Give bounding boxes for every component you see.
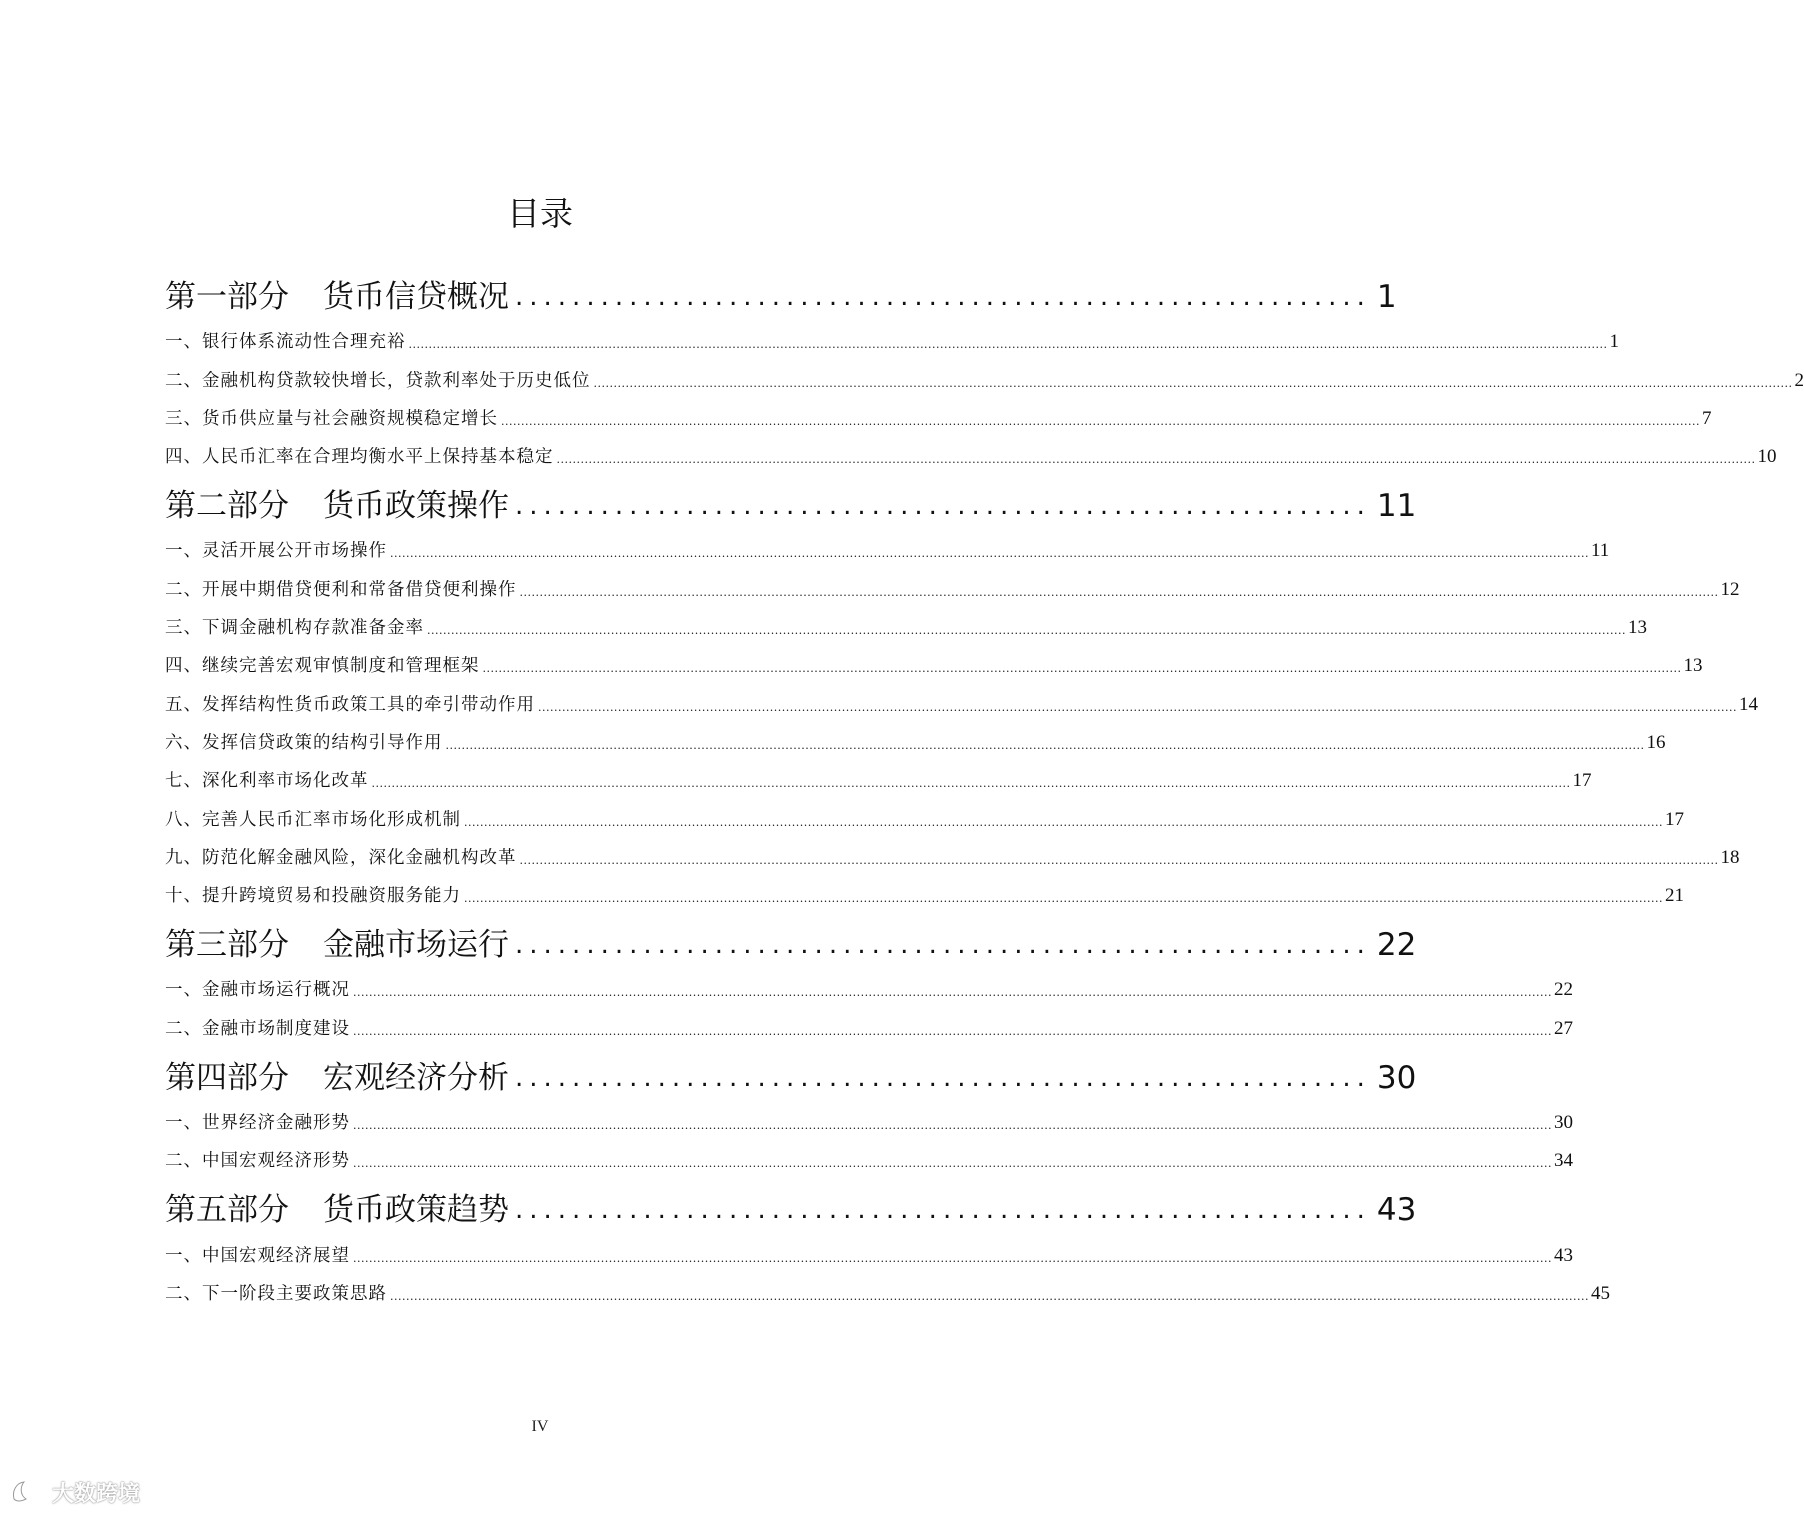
toc-section-row[interactable]	[165, 875, 1684, 913]
part-page-number: 30	[1376, 1059, 1417, 1096]
section-title: 二、金融市场制度建设	[165, 1018, 350, 1039]
dot-leader: ............................................................	[515, 1062, 1371, 1093]
dot-leader: ............................................................................................................................................................................................................................................................................................................	[408, 338, 1608, 352]
section-title: 二、下一阶段主要政策思路	[165, 1283, 387, 1304]
toc-section-row[interactable]	[165, 1140, 1573, 1178]
table-of-contents	[165, 265, 1804, 1311]
part-number: 第一部分	[165, 279, 289, 315]
dot-leader: ............................................................................................................................................................................................................................................................................................................	[464, 815, 1663, 829]
dot-leader: ............................................................................................................................................................................................................................................................................................................	[501, 414, 1700, 428]
dot-leader: ............................................................................................................................................................................................................................................................................................................	[482, 662, 1682, 676]
toc-section-row[interactable]	[165, 760, 1592, 798]
watermark-logo-icon	[10, 1477, 50, 1507]
dot-leader: ............................................................................................................................................................................................................................................................................................................	[464, 892, 1663, 906]
section-page-number: 22	[1553, 979, 1573, 1001]
dot-leader: ............................................................	[515, 1195, 1371, 1226]
toc-section-row[interactable]	[165, 1273, 1610, 1311]
section-title: 二、金融机构贷款较快增长，贷款利率处于历史低位	[165, 370, 591, 391]
section-page-number: 30	[1553, 1112, 1573, 1134]
dot-leader: ............................................................................................................................................................................................................................................................................................................	[556, 453, 1756, 467]
dot-leader: ............................................................	[515, 930, 1371, 961]
part-title: 货币政策操作	[323, 488, 509, 525]
toc-section-row[interactable]	[165, 798, 1684, 836]
section-title: 一、银行体系流动性合理充裕	[165, 332, 406, 353]
section-title: 四、继续完善宏观审慎制度和管理框架	[165, 656, 480, 677]
section-page-number: 13	[1627, 617, 1647, 639]
section-title: 一、灵活开展公开市场操作	[165, 541, 387, 562]
section-page-number: 10	[1757, 446, 1777, 468]
section-page-number: 21	[1664, 885, 1684, 907]
section-title: 二、中国宏观经济形势	[165, 1151, 350, 1172]
toc-section-row[interactable]	[165, 969, 1573, 1007]
section-page-number: 2	[1794, 369, 1804, 391]
part-number: 第二部分	[165, 488, 289, 525]
toc-section-row[interactable]	[165, 683, 1758, 721]
section-title: 二、开展中期借贷便利和常备借贷便利操作	[165, 579, 517, 600]
section-title: 十、提升跨境贸易和投融资服务能力	[165, 886, 461, 907]
section-page-number: 17	[1664, 808, 1684, 830]
toc-part-row[interactable]	[165, 265, 1397, 321]
dot-leader: ............................................................................................................................................................................................................................................................................................................	[353, 1119, 1552, 1133]
part-page-number: 11	[1376, 488, 1417, 525]
toc-section-row[interactable]	[165, 359, 1804, 397]
dot-leader: ............................................................	[515, 282, 1371, 312]
section-title: 一、中国宏观经济展望	[165, 1245, 350, 1266]
toc-section-row[interactable]	[165, 1234, 1573, 1272]
toc-part-row[interactable]	[165, 474, 1417, 530]
dot-leader: ............................................................	[515, 491, 1371, 522]
part-number: 第三部分	[165, 927, 289, 964]
part-page-number: 1	[1376, 279, 1397, 315]
section-title: 五、发挥结构性货币政策工具的牵引带动作用	[165, 694, 535, 715]
page-title: 目录	[507, 194, 573, 233]
dot-leader: ............................................................................................................................................................................................................................................................................................................	[353, 1251, 1552, 1265]
dot-leader: ............................................................................................................................................................................................................................................................................................................	[390, 547, 1589, 561]
section-page-number: 16	[1646, 731, 1666, 753]
section-title: 六、发挥信贷政策的结构引导作用	[165, 732, 443, 753]
toc-section-row[interactable]	[165, 530, 1610, 568]
watermark	[10, 1474, 140, 1510]
section-page-number: 11	[1590, 540, 1610, 562]
section-title: 三、下调金融机构存款准备金率	[165, 618, 424, 639]
part-number: 第四部分	[165, 1059, 289, 1096]
section-title: 八、完善人民币汇率市场化形成机制	[165, 809, 461, 830]
section-page-number: 43	[1553, 1244, 1573, 1266]
dot-leader: ............................................................................................................................................................................................................................................................................................................	[538, 700, 1737, 714]
dot-leader: ............................................................................................................................................................................................................................................................................................................	[445, 738, 1645, 752]
section-page-number: 27	[1553, 1017, 1573, 1039]
dot-leader: ............................................................................................................................................................................................................................................................................................................	[353, 1157, 1552, 1171]
section-title: 七、深化利率市场化改革	[165, 771, 369, 792]
toc-section-row[interactable]	[165, 645, 1703, 683]
section-page-number: 1	[1609, 331, 1619, 353]
toc-part-row[interactable]	[165, 1046, 1417, 1102]
dot-leader: ............................................................................................................................................................................................................................................................................................................	[353, 1024, 1552, 1038]
toc-section-row[interactable]	[165, 837, 1740, 875]
toc-section-row[interactable]	[165, 398, 1712, 436]
section-page-number: 18	[1720, 846, 1740, 868]
section-page-number: 34	[1553, 1150, 1573, 1172]
dot-leader: ............................................................................................................................................................................................................................................................................................................	[390, 1289, 1589, 1303]
toc-section-row[interactable]	[165, 436, 1777, 474]
part-title: 金融市场运行	[323, 927, 509, 964]
dot-leader: ............................................................................................................................................................................................................................................................................................................	[519, 585, 1719, 599]
section-page-number: 17	[1572, 770, 1592, 792]
section-page-number: 13	[1683, 655, 1703, 677]
toc-section-row[interactable]	[165, 1102, 1573, 1140]
dot-leader: ............................................................................................................................................................................................................................................................................................................	[593, 376, 1793, 390]
dot-leader: ............................................................................................................................................................................................................................................................................................................	[519, 853, 1719, 867]
section-title: 三、货币供应量与社会融资规模稳定增长	[165, 408, 498, 429]
toc-part-row[interactable]	[165, 1178, 1417, 1234]
section-page-number: 7	[1701, 407, 1712, 429]
part-title: 货币政策趋势	[323, 1192, 509, 1229]
page-number: IV	[531, 1418, 549, 1435]
part-number: 第五部分	[165, 1192, 289, 1229]
section-title: 一、金融市场运行概况	[165, 980, 350, 1001]
dot-leader: ............................................................................................................................................................................................................................................................................................................	[371, 777, 1571, 791]
part-title: 货币信贷概况	[323, 279, 509, 315]
toc-section-row[interactable]	[165, 1007, 1573, 1045]
toc-section-row[interactable]	[165, 722, 1666, 760]
part-page-number: 43	[1376, 1192, 1417, 1229]
toc-section-row[interactable]	[165, 607, 1647, 645]
toc-part-row[interactable]	[165, 913, 1417, 969]
section-page-number: 14	[1738, 693, 1758, 715]
section-title: 一、世界经济金融形势	[165, 1113, 350, 1134]
dot-leader: ............................................................................................................................................................................................................................................................................................................	[427, 624, 1626, 638]
section-page-number: 45	[1590, 1282, 1610, 1304]
watermark-text: 大数跨境	[52, 1481, 141, 1507]
toc-section-row[interactable]	[165, 568, 1740, 606]
part-page-number: 22	[1376, 927, 1417, 964]
section-page-number: 12	[1720, 578, 1740, 600]
toc-section-row[interactable]	[165, 321, 1619, 359]
part-title: 宏观经济分析	[323, 1059, 509, 1096]
section-title: 四、人民币汇率在合理均衡水平上保持基本稳定	[165, 447, 554, 468]
dot-leader: ............................................................................................................................................................................................................................................................................................................	[353, 986, 1552, 1000]
section-title: 九、防范化解金融风险，深化金融机构改革	[165, 847, 517, 868]
